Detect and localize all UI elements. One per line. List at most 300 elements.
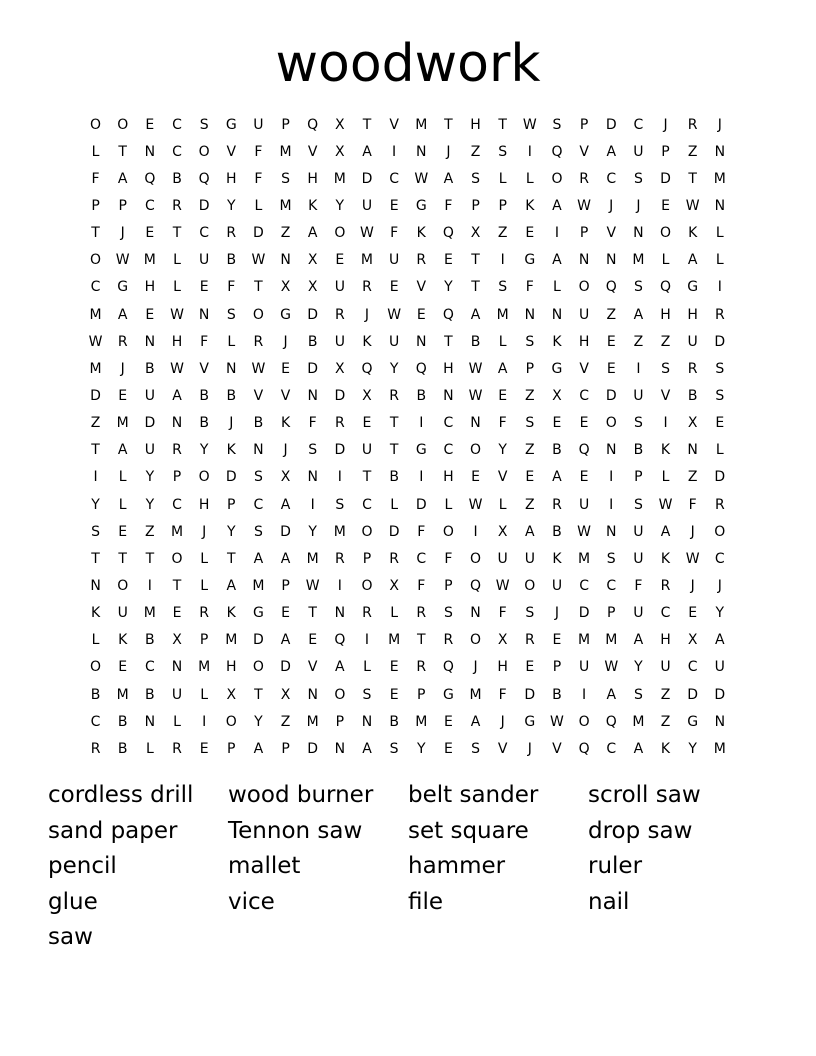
- grid-letter: S: [335, 496, 345, 513]
- grid-letter: I: [392, 143, 397, 160]
- grid-letter: N: [687, 442, 698, 459]
- grid-letter: M: [415, 713, 428, 730]
- grid-letter: D: [334, 442, 346, 459]
- grid-letter: W: [577, 197, 592, 214]
- grid-letter: D: [334, 387, 346, 404]
- grid-letter: X: [335, 360, 345, 377]
- grid-letter: N: [90, 577, 101, 594]
- grid-letter: J: [202, 523, 207, 540]
- grid-letter: M: [333, 523, 346, 540]
- grid-letter: Q: [578, 740, 590, 757]
- grid-letter: Q: [442, 659, 454, 676]
- grid-letter: R: [199, 605, 209, 622]
- grid-letter: N: [416, 333, 427, 350]
- grid-letter: I: [147, 577, 152, 594]
- grid-letter: Y: [498, 442, 507, 459]
- grid-letter: C: [253, 496, 264, 513]
- grid-letter: O: [660, 225, 672, 242]
- grid-letter: L: [118, 496, 127, 513]
- grid-letter: X: [280, 686, 291, 703]
- grid-letter: M: [360, 252, 374, 269]
- grid-letter: L: [498, 170, 507, 187]
- grid-letter: N: [307, 686, 318, 703]
- grid-letter: P: [552, 659, 562, 676]
- grid-letter: E: [281, 605, 290, 622]
- grid-letter: R: [362, 279, 372, 296]
- grid-letter: X: [389, 577, 399, 594]
- grid-letter: B: [253, 415, 264, 432]
- grid-letter: E: [416, 306, 426, 323]
- grid-letter: S: [443, 605, 453, 622]
- grid-letter: C: [172, 496, 182, 513]
- grid-letter: S: [498, 143, 508, 160]
- grid-letter: U: [199, 252, 210, 269]
- grid-letter: P: [471, 197, 480, 214]
- grid-letter: Q: [415, 360, 427, 377]
- grid-letter: C: [687, 659, 698, 676]
- grid-letter: I: [202, 713, 207, 730]
- grid-letter: T: [91, 550, 100, 567]
- grid-letter: A: [497, 360, 508, 377]
- grid-letter: O: [470, 550, 482, 567]
- grid-letter: P: [417, 686, 426, 703]
- grid-letter: T: [145, 550, 155, 567]
- grid-letter: A: [470, 713, 481, 730]
- grid-letter: K: [552, 550, 562, 567]
- grid-letter: R: [579, 170, 589, 187]
- grid-letter: S: [715, 360, 725, 377]
- grid-letter: I: [609, 469, 614, 486]
- grid-letter: D: [225, 469, 237, 486]
- grid-letter: C: [90, 279, 101, 296]
- grid-letter: C: [443, 442, 454, 459]
- grid-letter: P: [525, 360, 535, 377]
- grid-letter: M: [143, 252, 156, 269]
- grid-letter: R: [117, 333, 128, 350]
- grid-letter: P: [661, 143, 670, 160]
- grid-letter: V: [307, 659, 318, 676]
- grid-letter: R: [714, 496, 725, 513]
- grid-letter: T: [389, 442, 399, 459]
- grid-letter: C: [633, 116, 644, 133]
- grid-letter: U: [497, 550, 508, 567]
- grid-letter: W: [305, 577, 320, 594]
- grid-letter: C: [579, 387, 589, 404]
- grid-letter: S: [253, 523, 263, 540]
- grid-letter: Q: [198, 170, 210, 187]
- grid-letter: M: [632, 713, 645, 730]
- grid-letter: S: [226, 306, 236, 323]
- grid-letter: Z: [525, 442, 535, 459]
- grid-letter: T: [471, 279, 480, 296]
- grid-letter: A: [253, 550, 264, 567]
- grid-letter: K: [280, 415, 291, 432]
- grid-letter: H: [171, 333, 183, 350]
- grid-letter: M: [116, 686, 129, 703]
- grid-letter: X: [280, 469, 291, 486]
- grid-letter: F: [227, 279, 236, 296]
- grid-letter: B: [145, 360, 155, 377]
- grid-letter: M: [578, 632, 591, 649]
- grid-letter: V: [579, 143, 589, 160]
- grid-letter: D: [605, 116, 617, 133]
- grid-letter: S: [633, 415, 643, 432]
- grid-letter: E: [335, 252, 345, 269]
- grid-letter: H: [660, 306, 671, 323]
- grid-letter: C: [443, 415, 454, 432]
- grid-letter: X: [687, 632, 698, 649]
- grid-letter: U: [388, 252, 400, 269]
- grid-letter: D: [524, 686, 536, 703]
- grid-letter: P: [281, 116, 290, 133]
- grid-letter: R: [253, 333, 264, 350]
- grid-letter: D: [714, 333, 726, 350]
- grid-letter: O: [605, 415, 617, 432]
- grid-letter: W: [550, 713, 564, 730]
- grid-letter: Y: [145, 496, 155, 513]
- grid-letter: K: [226, 442, 236, 459]
- grid-letter: H: [307, 170, 318, 187]
- grid-letter: S: [715, 387, 725, 404]
- grid-letter: H: [497, 659, 508, 676]
- grid-letter: Q: [660, 279, 672, 296]
- grid-letter: M: [143, 605, 156, 622]
- grid-letter: W: [468, 496, 483, 513]
- word-list-item: scroll saw: [588, 782, 701, 808]
- grid-letter: H: [470, 116, 481, 133]
- grid-letter: S: [471, 740, 480, 757]
- grid-letter: B: [552, 686, 562, 703]
- grid-letter: L: [227, 333, 236, 350]
- grid-letter: N: [714, 143, 726, 160]
- grid-letter: O: [714, 523, 726, 540]
- grid-letter: R: [334, 306, 345, 323]
- grid-letter: U: [117, 605, 128, 622]
- grid-letter: R: [552, 496, 562, 513]
- grid-letter: U: [633, 605, 644, 622]
- grid-letter: L: [390, 496, 399, 513]
- grid-letter: T: [498, 116, 507, 133]
- grid-letter: A: [633, 306, 644, 323]
- grid-letter: N: [443, 387, 454, 404]
- grid-letter: E: [308, 632, 318, 649]
- word-list-item: nail: [588, 888, 630, 915]
- grid-letter: A: [552, 252, 562, 269]
- grid-letter: W: [251, 360, 266, 377]
- grid-letter: K: [416, 225, 426, 242]
- grid-letter: Y: [145, 469, 155, 486]
- grid-letter: Q: [605, 713, 617, 730]
- grid-letter: N: [470, 605, 481, 622]
- grid-letter: V: [606, 225, 617, 242]
- grid-letter: L: [173, 279, 181, 296]
- grid-letter: R: [90, 740, 101, 757]
- grid-letter: M: [306, 550, 319, 567]
- grid-letter: U: [524, 550, 535, 567]
- grid-letter: R: [172, 442, 182, 459]
- grid-letter: B: [633, 442, 644, 459]
- grid-letter: F: [498, 415, 507, 432]
- grid-letter: O: [524, 577, 536, 594]
- grid-letter: I: [609, 496, 614, 513]
- grid-letter: X: [497, 632, 508, 649]
- grid-letter: I: [364, 632, 370, 649]
- grid-letter: I: [582, 686, 587, 703]
- grid-letter: N: [334, 740, 346, 757]
- grid-letter: G: [551, 360, 563, 377]
- grid-letter: B: [199, 415, 209, 432]
- grid-letter: G: [117, 279, 129, 296]
- grid-letter: T: [254, 686, 263, 703]
- grid-letter: G: [687, 713, 699, 730]
- grid-letter: D: [361, 170, 373, 187]
- grid-letter: U: [633, 523, 644, 540]
- grid-letter: A: [606, 143, 617, 160]
- grid-letter: N: [307, 469, 318, 486]
- grid-letter: S: [633, 686, 643, 703]
- grid-letter: T: [389, 415, 399, 432]
- grid-letter: V: [660, 387, 671, 404]
- grid-letter: L: [173, 713, 181, 730]
- grid-letter: H: [443, 469, 454, 486]
- grid-letter: Z: [660, 333, 671, 350]
- grid-letter: I: [527, 143, 532, 160]
- grid-letter: R: [334, 550, 345, 567]
- grid-letter: P: [172, 469, 182, 486]
- grid-letter: Z: [687, 143, 698, 160]
- grid-letter: V: [280, 387, 291, 404]
- grid-letter: J: [717, 577, 722, 594]
- grid-letter: W: [468, 360, 483, 377]
- grid-letter: Z: [687, 469, 698, 486]
- word-list-item: ruler: [588, 853, 643, 880]
- grid-letter: Y: [91, 496, 100, 513]
- grid-letter: J: [446, 143, 451, 160]
- grid-letter: S: [362, 686, 372, 703]
- grid-letter: E: [145, 225, 155, 242]
- grid-letter: K: [660, 740, 671, 757]
- grid-letter: Q: [605, 279, 617, 296]
- grid-letter: A: [687, 252, 698, 269]
- word-list-item: file: [408, 888, 444, 915]
- grid-letter: W: [685, 197, 700, 214]
- grid-letter: M: [388, 632, 401, 649]
- grid-letter: F: [417, 523, 426, 540]
- grid-letter: U: [334, 279, 345, 296]
- grid-letter: E: [715, 415, 725, 432]
- grid-letter: A: [280, 496, 291, 513]
- grid-letter: I: [554, 225, 560, 242]
- grid-letter: U: [633, 387, 644, 404]
- grid-letter: L: [145, 740, 154, 757]
- grid-letter: P: [335, 713, 345, 730]
- grid-letter: B: [389, 469, 399, 486]
- grid-letter: Z: [525, 496, 535, 513]
- grid-letter: U: [551, 577, 563, 594]
- grid-letter: O: [470, 442, 482, 459]
- grid-letter: O: [171, 550, 183, 567]
- grid-letter: D: [144, 415, 156, 432]
- grid-letter: K: [362, 333, 372, 350]
- grid-letter: I: [473, 523, 478, 540]
- grid-letter: P: [607, 605, 616, 622]
- grid-letter: O: [252, 659, 264, 676]
- grid-letter: B: [90, 686, 101, 703]
- grid-letter: R: [416, 659, 427, 676]
- grid-letter: H: [198, 496, 210, 513]
- grid-letter: W: [685, 550, 700, 567]
- grid-letter: P: [579, 116, 589, 133]
- grid-letter: Q: [307, 116, 319, 133]
- grid-letter: U: [714, 659, 725, 676]
- grid-letter: A: [307, 225, 318, 242]
- grid-letter: J: [690, 523, 695, 540]
- grid-letter: R: [389, 387, 399, 404]
- grid-letter: O: [361, 523, 373, 540]
- grid-letter: H: [687, 306, 698, 323]
- grid-letter: M: [225, 632, 238, 649]
- grid-letter: Y: [688, 740, 697, 757]
- grid-letter: Q: [361, 360, 373, 377]
- grid-letter: A: [226, 577, 237, 594]
- grid-letter: X: [335, 143, 345, 160]
- grid-letter: G: [687, 279, 699, 296]
- grid-letter: A: [633, 632, 644, 649]
- grid-letter: E: [579, 469, 589, 486]
- grid-letter: N: [253, 442, 264, 459]
- grid-letter: Y: [444, 279, 453, 296]
- grid-letter: E: [145, 306, 155, 323]
- grid-letter: J: [364, 306, 370, 323]
- grid-letter: B: [470, 333, 481, 350]
- grid-letter: P: [281, 740, 290, 757]
- grid-letter: N: [144, 713, 156, 730]
- grid-letter: R: [334, 415, 345, 432]
- grid-letter: N: [578, 252, 590, 269]
- grid-letter: Y: [634, 659, 643, 676]
- grid-letter: N: [606, 523, 617, 540]
- grid-letter: E: [389, 197, 399, 214]
- grid-letter: I: [337, 577, 342, 594]
- grid-letter: K: [226, 605, 236, 622]
- grid-letter: R: [172, 197, 182, 214]
- grid-letter: A: [335, 659, 345, 676]
- grid-letter: C: [172, 143, 182, 160]
- grid-letter: O: [90, 252, 102, 269]
- grid-letter: M: [116, 415, 129, 432]
- grid-letter: S: [498, 279, 508, 296]
- grid-letter: R: [416, 605, 427, 622]
- grid-letter: F: [308, 415, 317, 432]
- grid-letter: T: [172, 225, 182, 242]
- grid-letter: S: [525, 415, 535, 432]
- grid-letter: A: [172, 387, 182, 404]
- grid-letter: L: [498, 496, 507, 513]
- grid-letter: I: [310, 496, 315, 513]
- grid-letter: F: [91, 170, 100, 187]
- grid-letter: D: [714, 686, 726, 703]
- grid-letter: X: [687, 415, 698, 432]
- grid-letter: L: [715, 252, 724, 269]
- word-list-item: vice: [228, 888, 275, 915]
- grid-letter: L: [91, 143, 100, 160]
- grid-letter: C: [606, 170, 617, 187]
- grid-letter: M: [306, 713, 319, 730]
- grid-letter: U: [334, 333, 345, 350]
- grid-letter: T: [444, 116, 453, 133]
- grid-letter: I: [636, 360, 641, 377]
- grid-letter: O: [470, 632, 482, 649]
- grid-letter: W: [604, 659, 619, 676]
- grid-letter: R: [362, 605, 372, 622]
- word-list: [48, 778, 768, 956]
- grid-letter: R: [172, 740, 182, 757]
- grid-letter: D: [714, 469, 726, 486]
- page-title: woodwork: [275, 34, 541, 94]
- grid-letter: G: [252, 605, 264, 622]
- grid-letter: L: [715, 442, 724, 459]
- grid-letter: Z: [633, 333, 644, 350]
- grid-letter: S: [308, 442, 318, 459]
- grid-letter: O: [90, 116, 102, 133]
- grid-letter: N: [470, 415, 481, 432]
- grid-letter: E: [443, 252, 453, 269]
- grid-letter: N: [633, 225, 644, 242]
- grid-letter: C: [144, 659, 155, 676]
- grid-letter: E: [552, 415, 562, 432]
- word-list-item: hammer: [408, 853, 506, 880]
- grid-letter: E: [118, 659, 128, 676]
- grid-letter: C: [606, 740, 617, 757]
- grid-letter: W: [577, 523, 592, 540]
- grid-letter: A: [443, 170, 454, 187]
- grid-letter: F: [200, 333, 209, 350]
- grid-letter: S: [525, 605, 535, 622]
- grid-letter: X: [335, 116, 345, 133]
- grid-letter: M: [713, 740, 726, 757]
- grid-letter: V: [307, 143, 318, 160]
- grid-letter: R: [714, 306, 725, 323]
- grid-letter: Q: [578, 442, 590, 459]
- grid-letter: G: [225, 116, 237, 133]
- grid-letter: I: [663, 415, 668, 432]
- grid-letter: J: [120, 225, 125, 242]
- grid-letter: T: [118, 550, 127, 567]
- grid-letter: D: [280, 659, 291, 676]
- grid-letter: T: [688, 170, 697, 187]
- grid-letter: X: [470, 225, 481, 242]
- grid-letter: R: [524, 632, 535, 649]
- grid-letter: D: [578, 605, 590, 622]
- grid-letter: V: [497, 469, 508, 486]
- grid-letter: K: [660, 550, 671, 567]
- grid-letter: A: [606, 686, 617, 703]
- grid-letter: E: [525, 659, 535, 676]
- grid-letter: P: [227, 496, 236, 513]
- grid-letter: B: [117, 713, 128, 730]
- grid-letter: W: [170, 360, 184, 377]
- grid-letter: B: [226, 252, 237, 269]
- grid-letter: L: [661, 252, 670, 269]
- grid-letter: M: [632, 252, 645, 269]
- grid-letter: E: [688, 605, 698, 622]
- grid-letter: T: [254, 279, 263, 296]
- grid-letter: E: [172, 605, 182, 622]
- grid-letter: N: [144, 143, 156, 160]
- grid-letter: E: [471, 469, 480, 486]
- grid-letter: N: [226, 360, 237, 377]
- grid-letter: E: [552, 632, 562, 649]
